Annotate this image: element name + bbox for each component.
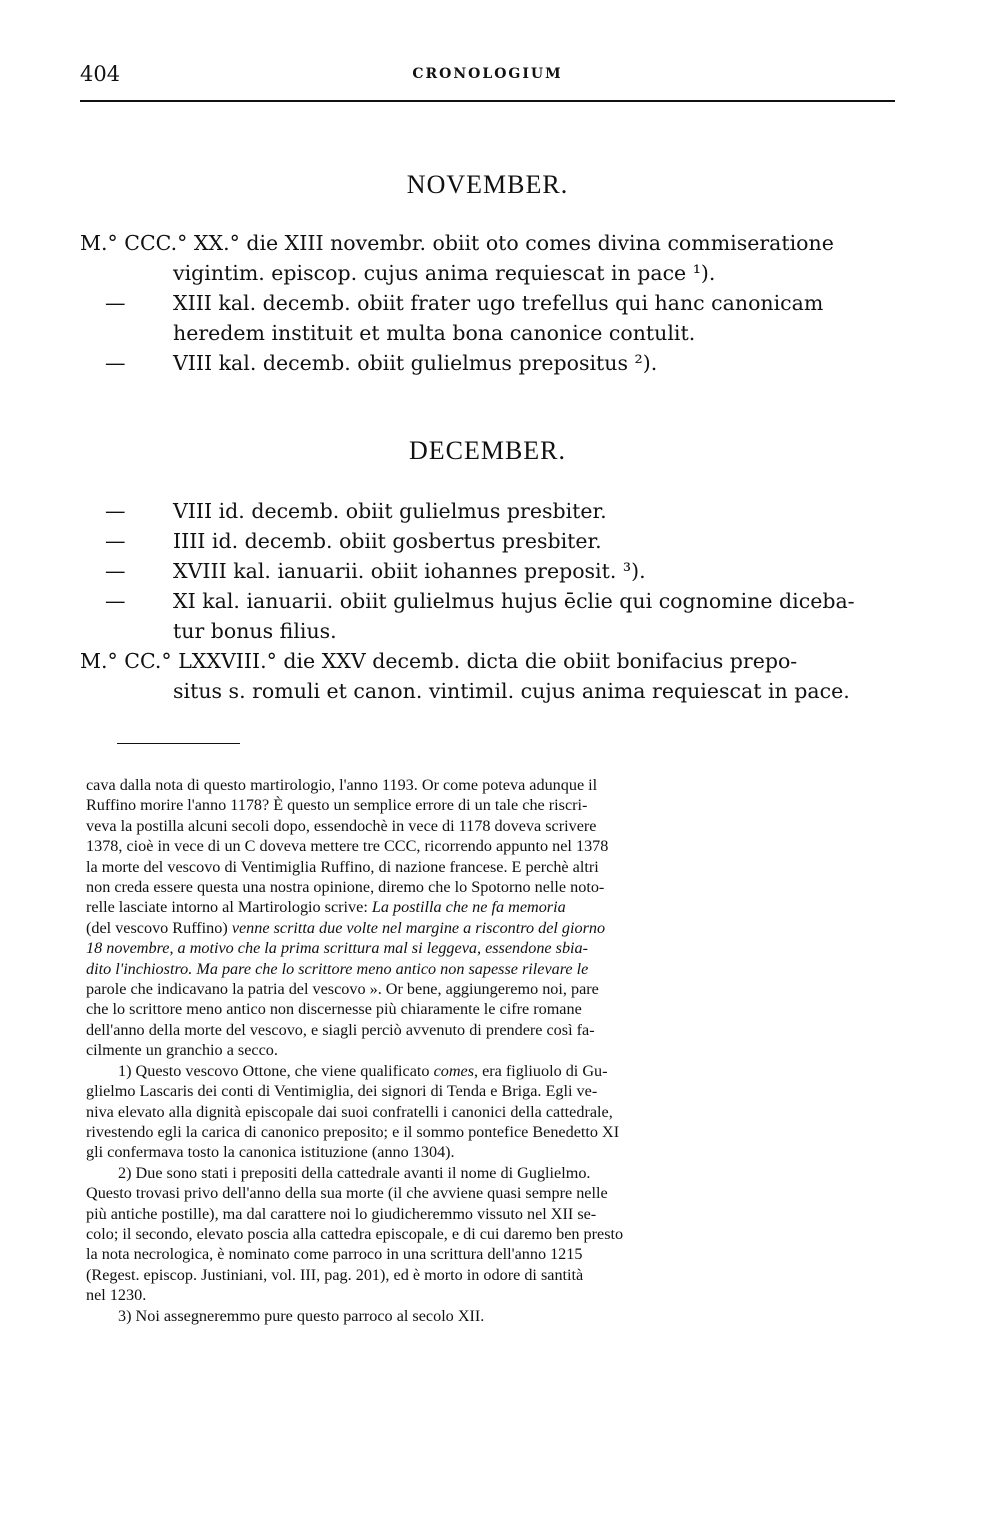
note-line: glielmo Lascaris dei conti di Ventimiglia, dei signori di Tenda e Briga. Egli ve- <box>86 1082 598 1101</box>
note-line: rivestendo egli la carica di canonico preposito; e il sommo pontefice Benedetto XI <box>86 1122 620 1141</box>
entry-line: XIII kal. decemb. obiit frater ugo trefellus qui hanc canonicam <box>173 291 824 315</box>
entry-line: tur bonus filius. <box>173 619 337 643</box>
note-line <box>86 959 906 979</box>
entry <box>80 288 902 348</box>
note-line: la morte del vescovo di Ventimiglia Ruffino, di nazione francese. E perchè altri <box>86 857 599 876</box>
entry-line: M.° CC.° LXXVIII.° die XXV decemb. dicta die obiit bonifacius prepo- <box>80 649 798 673</box>
footnote-1 <box>86 1061 906 1081</box>
entry-line: M.° CCC.° XX.° die XIII novembr. obiit oto comes divina commiseratione <box>80 231 834 255</box>
note-italic: La postilla che ne fa memoria <box>371 898 566 917</box>
note-line: niva elevato alla dignità episcopale dai suoi confratelli i canonici della cattedrale, <box>86 1102 613 1121</box>
entry <box>80 586 902 646</box>
entry <box>80 526 902 556</box>
note-text: , era figliuolo di Gu- <box>474 1061 608 1080</box>
entry <box>80 496 902 526</box>
running-title: CRONOLOGIUM <box>412 66 563 82</box>
footnotes <box>86 775 906 1326</box>
page-header <box>80 60 895 102</box>
note-line: veva la postilla alcuni secoli dopo, essendochè in vece di 1178 doveva scrivere <box>86 816 597 835</box>
note-text: relle lasciate intorno al Martirologio scrive: <box>86 898 372 917</box>
entry-dash: — <box>105 559 126 583</box>
note-line: 1378, cioè in vece di un C doveva mettere tre CCC, ricorrendo appunto nel 1378 <box>86 837 609 856</box>
entry-line: IIII id. decemb. obiit gosbertus presbiter. <box>173 529 602 553</box>
entry-dash: — <box>105 529 126 553</box>
entry-line: vigintim. episcop. cujus anima requiescat in pace ¹). <box>173 261 716 285</box>
entry <box>80 646 902 706</box>
entry <box>80 348 902 378</box>
note-line: la nota necrologica, è nominato come parroco in una scrittura dell'anno 1215 <box>86 1245 583 1264</box>
entry-dash: — <box>105 351 126 375</box>
note-line: (Regest. episcop. Justiniani, vol. III, pag. 201), ed è morto in odore di santità <box>86 1265 584 1284</box>
note-line <box>86 918 906 938</box>
entry-line: XVIII kal. ianuarii. obiit iohannes preposit. ³). <box>173 559 646 583</box>
note-line: dell'anno della morte del vescovo, e siagli perciò avvenuto di prendere così fa- <box>86 1020 595 1039</box>
note-italic: dito l'inchiostro. Ma pare che lo scrittore meno antico non sapesse rilevare le <box>86 959 589 978</box>
entry-line: VIII id. decemb. obiit gulielmus presbiter. <box>173 499 607 523</box>
note-italic: venne scritta due volte nel margine a riscontro del giorno <box>231 918 606 937</box>
note-line: non creda essere questa una nostra opinione, diremo che lo Spotorno nelle noto- <box>86 878 605 897</box>
section-heading-december: DECEMBER. <box>408 436 567 465</box>
entry <box>80 556 902 586</box>
note-text: 1) Questo vescovo Ottone, che viene qualificato <box>118 1061 434 1080</box>
note-line: colo; il secondo, elevato poscia alla cattedra episcopale, e di cui daremo ben presto <box>86 1224 624 1243</box>
entry-line: heredem instituit et multa bona canonice contulit. <box>173 321 696 345</box>
note-line: Ruffino morire l'anno 1178? È questo un semplice errore di un tale che riscri- <box>86 796 588 815</box>
note-italic: 18 novembre, a motivo che la prima scrittura mal si leggeva, essendone sbia- <box>86 939 589 958</box>
entry-dash: — <box>105 291 126 315</box>
footnote-2: 2) Due sono stati i prepositi della cattedrale avanti il nome di Guglielmo. <box>118 1163 591 1182</box>
note-line: cava dalla nota di questo martirologio, l'anno 1193. Or come poteva adunque il <box>86 776 598 794</box>
page-number: 404 <box>80 62 121 86</box>
entry-line: VIII kal. decemb. obiit gulielmus prepositus ²). <box>173 351 658 375</box>
note-text: (del vescovo Ruffino) <box>86 918 232 937</box>
footnote-3: 3) Noi assegneremmo pure questo parroco al secolo XII. <box>118 1306 485 1325</box>
section-heading-november: NOVEMBER. <box>406 170 569 199</box>
note-line: cilmente un granchio a secco. <box>86 1041 278 1060</box>
december-entries <box>80 496 902 706</box>
note-line: nel 1230. <box>86 1286 147 1305</box>
note-italic: comes <box>433 1061 475 1080</box>
note-line: gli confermava tosto la canonica istituzione (anno 1304). <box>86 1143 455 1162</box>
entry-dash: — <box>105 499 126 523</box>
entry <box>80 228 902 288</box>
entry-dash: — <box>105 589 126 613</box>
november-entries <box>80 228 902 378</box>
note-line: più antiche postille), ma dal carattere noi lo giudicheremmo vissuto nel XII se- <box>86 1204 597 1223</box>
note-line: parole che indicavano la patria del vescovo ». Or bene, aggiungeremo noi, pare <box>86 980 599 999</box>
note-line: Questo trovasi privo dell'anno della sua morte (il che avviene quasi sempre nelle <box>86 1184 608 1203</box>
note-line: che lo scrittore meno antico non discernesse più chiaramente le cifre romane <box>86 1000 582 1019</box>
note-line <box>86 897 906 917</box>
entry-line: situs s. romuli et canon. vintimil. cujus anima requiescat in pace. <box>173 679 850 703</box>
footnote-divider <box>117 743 240 744</box>
note-line <box>86 938 906 958</box>
entry-line: XI kal. ianuarii. obiit gulielmus hujus ēclie qui cognomine diceba- <box>173 589 855 613</box>
